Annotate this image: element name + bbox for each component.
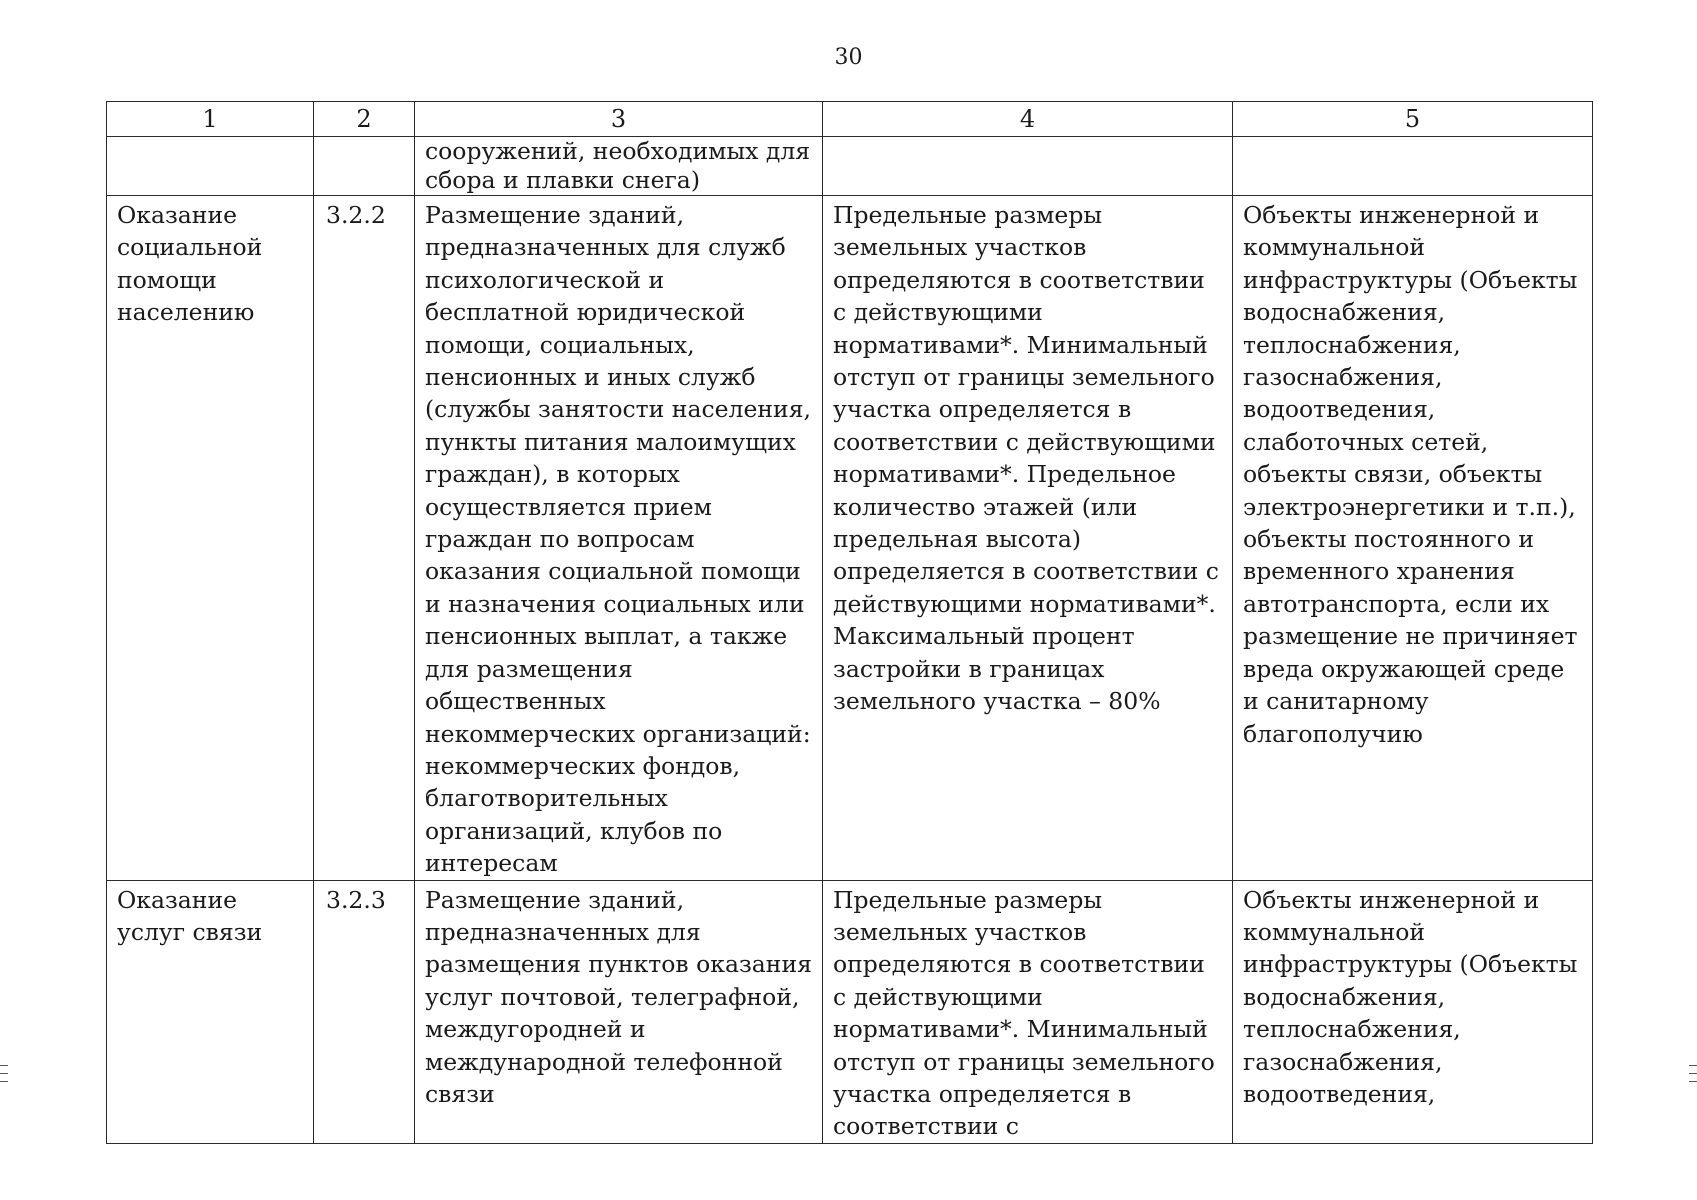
- table-cell: [107, 137, 314, 196]
- land-use-table: [106, 101, 1593, 1144]
- margin-mark-left: [0, 1073, 8, 1074]
- use-type-parameters: Предельные размеры земельных участков определяются в соответствии с действующими нормативами*. Минимальный отступ от границы земельного участка определяется в соответствии с: [823, 880, 1233, 1143]
- continuation-text: сооружений, необходимых для сбора и плавки снега): [415, 137, 823, 196]
- column-header: 4: [823, 102, 1233, 137]
- table-header-row: [107, 102, 1593, 137]
- table-cell: [1233, 137, 1593, 196]
- page-number: 30: [834, 45, 863, 70]
- use-type-auxiliary: Объекты инженерной и коммунальной инфраструктуры (Объекты водоснабжения, теплоснабжения, газоснабжения, водоотведения, слаботочных сетей, объекты связи, объекты электроэнергетики и т.п.), объекты постоянного и временного хранения автотранспорта, если их размещение не причиняет вреда окружающей среде и санитарному благополучию: [1233, 196, 1593, 881]
- margin-mark-right: [1689, 1081, 1697, 1082]
- column-header: 5: [1233, 102, 1593, 137]
- table-row: [107, 196, 1593, 881]
- use-type-parameters: Предельные размеры земельных участков определяются в соответствии с действующими нормативами*. Минимальный отступ от границы земельного участка определяется в соответствии с действующими нормативами*. Предельное количество этажей (или предельная высота) определяется в соответствии с действующими нормативами*. Максимальный процент застройки в границах земельного участка – 80%: [823, 196, 1233, 881]
- column-header: 2: [314, 102, 415, 137]
- margin-mark-right: [1689, 1065, 1697, 1066]
- column-header: 1: [107, 102, 314, 137]
- margin-mark-left: [0, 1081, 8, 1082]
- use-type-code: 3.2.2: [314, 196, 415, 881]
- use-type-name: Оказание услуг связи: [107, 880, 314, 1143]
- use-type-code: 3.2.3: [314, 880, 415, 1143]
- column-header: 3: [415, 102, 823, 137]
- table-cell: [823, 137, 1233, 196]
- use-type-description: Размещение зданий, предназначенных для служб психологической и бесплатной юридической помощи, социальных, пенсионных и иных служб (службы занятости населения, пункты питания малоимущих граждан), в которых осуществляется прием граждан по вопросам оказания социальной помощи и назначения социальных или пенсионных выплат, а также для размещения общественных некоммерческих организаций: некоммерческих фондов, благотворительных организаций, клубов по интересам: [415, 196, 823, 881]
- use-type-description: Размещение зданий, предназначенных для размещения пунктов оказания услуг почтовой, телеграфной, междугородней и международной телефонной связи: [415, 880, 823, 1143]
- margin-mark-left: [0, 1065, 8, 1066]
- use-type-name: Оказание социальной помощи населению: [107, 196, 314, 881]
- table-cell: [314, 137, 415, 196]
- use-type-auxiliary: Объекты инженерной и коммунальной инфраструктуры (Объекты водоснабжения, теплоснабжения, газоснабжения, водоотведения,: [1233, 880, 1593, 1143]
- continuation-row: [107, 137, 1593, 196]
- margin-mark-right: [1689, 1073, 1697, 1074]
- table-row: [107, 880, 1593, 1143]
